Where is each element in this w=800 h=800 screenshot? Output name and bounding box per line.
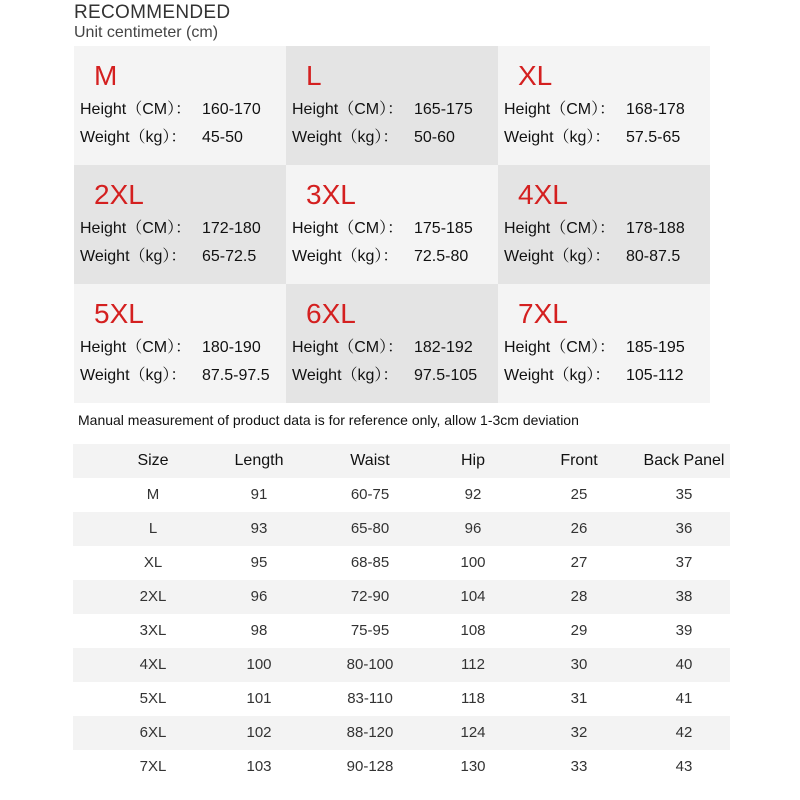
table-cell: 124 xyxy=(460,724,486,741)
size-card-6xl xyxy=(286,284,498,403)
size-card-2xl xyxy=(74,165,286,284)
table-cell: 7XL xyxy=(139,758,167,775)
table-cell: 4XL xyxy=(139,656,167,673)
table-cell: 102 xyxy=(246,724,272,741)
size-card-l xyxy=(286,46,498,165)
table-cell: 39 xyxy=(675,622,693,639)
table-cell: 80-100 xyxy=(346,656,394,673)
weight-value: 80-87.5 xyxy=(626,248,681,265)
weight-label: Weight（kg）： xyxy=(292,367,399,384)
size-label: M xyxy=(94,60,118,91)
table-cell: 27 xyxy=(570,554,588,571)
column-header: Front xyxy=(560,452,598,469)
table-cell: XL xyxy=(143,554,163,571)
weight-row xyxy=(504,362,684,385)
weight-label: Weight（kg）： xyxy=(80,129,187,146)
height-value: 185-195 xyxy=(626,339,685,356)
table-cell: 36 xyxy=(675,520,693,537)
height-value: 182-192 xyxy=(414,339,473,356)
table-row xyxy=(73,682,730,716)
table-cell: 28 xyxy=(570,588,588,605)
size-card-7xl xyxy=(498,284,710,403)
weight-label: Weight（kg）： xyxy=(292,129,399,146)
size-label: 5XL xyxy=(94,298,144,329)
table-cell: 30 xyxy=(570,656,588,673)
weight-value: 97.5-105 xyxy=(414,367,478,384)
size-card-4xl xyxy=(498,165,710,284)
height-row xyxy=(504,96,685,119)
weight-label: Weight（kg）： xyxy=(80,367,187,384)
weight-row xyxy=(80,243,256,266)
weight-value: 105-112 xyxy=(626,367,684,384)
weight-label: Weight（kg）： xyxy=(80,248,187,265)
height-label: Height（CM）： xyxy=(292,220,404,237)
table-row xyxy=(73,580,730,614)
table-cell: M xyxy=(146,486,160,503)
weight-value: 87.5-97.5 xyxy=(202,367,270,384)
table-cell: 35 xyxy=(675,486,693,503)
table-row xyxy=(73,716,730,750)
table-header xyxy=(73,444,730,478)
table-cell: 25 xyxy=(570,486,588,503)
table-cell: 92 xyxy=(464,486,482,503)
height-value: 160-170 xyxy=(202,101,261,118)
height-row xyxy=(292,96,473,119)
table-cell: 38 xyxy=(675,588,693,605)
size-label: 3XL xyxy=(306,179,356,210)
size-card-5xl xyxy=(74,284,286,403)
table-cell: 91 xyxy=(250,486,268,503)
weight-value: 50-60 xyxy=(414,129,455,146)
table-cell: 112 xyxy=(461,656,485,673)
weight-label: Weight（kg）： xyxy=(292,248,399,265)
column-header: Waist xyxy=(350,452,390,469)
height-label: Height（CM）： xyxy=(504,101,616,118)
table-cell: 83-110 xyxy=(347,690,393,707)
size-label: 6XL xyxy=(306,298,356,329)
height-row xyxy=(504,334,685,357)
table-cell: 60-75 xyxy=(350,486,390,503)
height-label: Height（CM）： xyxy=(292,101,404,118)
height-value: 180-190 xyxy=(202,339,261,356)
table-cell: 96 xyxy=(464,520,482,537)
table-cell: 5XL xyxy=(139,690,167,707)
table-cell: 40 xyxy=(675,656,693,673)
table-cell: 90-128 xyxy=(346,758,394,775)
height-value: 178-188 xyxy=(626,220,685,237)
table-cell: 42 xyxy=(675,724,693,741)
table-cell: 93 xyxy=(250,520,268,537)
table-cell: 65-80 xyxy=(350,520,390,537)
table-cell: 98 xyxy=(250,622,268,639)
size-label: L xyxy=(306,60,322,91)
height-value: 168-178 xyxy=(626,101,685,118)
recommended-size-grid xyxy=(74,46,710,404)
weight-row xyxy=(292,124,455,147)
column-header: Size xyxy=(137,452,169,469)
table-row xyxy=(73,648,730,682)
weight-row xyxy=(504,124,680,147)
height-row xyxy=(504,215,685,238)
table-cell: 96 xyxy=(250,588,268,605)
weight-value: 45-50 xyxy=(202,129,243,146)
table-cell: 31 xyxy=(570,690,588,707)
table-cell: 118 xyxy=(461,690,485,707)
table-cell: 26 xyxy=(570,520,588,537)
table-cell: 29 xyxy=(570,622,588,639)
weight-row xyxy=(80,124,243,147)
height-label: Height（CM）： xyxy=(504,220,616,237)
weight-value: 65-72.5 xyxy=(202,248,257,265)
table-cell: 75-95 xyxy=(350,622,390,639)
table-cell: 41 xyxy=(675,690,693,707)
size-card-xl xyxy=(498,46,710,165)
table-row xyxy=(73,478,730,512)
height-row xyxy=(292,334,473,357)
height-label: Height（CM）： xyxy=(80,220,192,237)
weight-label: Weight（kg）： xyxy=(504,129,611,146)
size-label: 2XL xyxy=(94,179,144,210)
weight-label: Weight（kg）： xyxy=(504,367,611,384)
height-label: Height（CM）： xyxy=(504,339,616,356)
weight-row xyxy=(292,362,477,385)
weight-row xyxy=(292,243,468,266)
weight-label: Weight（kg）： xyxy=(504,248,611,265)
table-cell: 95 xyxy=(250,554,268,571)
size-label: 4XL xyxy=(518,179,568,210)
height-value: 175-185 xyxy=(414,220,473,237)
height-row xyxy=(80,96,261,119)
height-value: 172-180 xyxy=(202,220,261,237)
page-title: RECOMMENDED xyxy=(74,2,231,23)
table-cell: 101 xyxy=(246,690,272,707)
table-cell: 104 xyxy=(460,588,486,605)
size-label: XL xyxy=(518,60,553,91)
measurement-note: Manual measurement of product data is for reference only, allow 1-3cm deviation xyxy=(78,412,579,428)
table-row xyxy=(73,512,730,546)
table-cell: 130 xyxy=(460,758,486,775)
table-row xyxy=(73,750,730,784)
table-cell: 100 xyxy=(246,656,272,673)
table-cell: 3XL xyxy=(139,622,167,639)
weight-value: 72.5-80 xyxy=(414,248,469,265)
column-header: Length xyxy=(234,452,284,469)
column-header: Back Panel xyxy=(643,452,725,469)
table-cell: 100 xyxy=(460,554,486,571)
height-value: 165-175 xyxy=(414,101,473,118)
size-label: 7XL xyxy=(518,298,568,329)
table-cell: 33 xyxy=(570,758,588,775)
height-label: Height（CM）： xyxy=(80,339,192,356)
table-row xyxy=(73,614,730,648)
height-label: Height（CM）： xyxy=(292,339,404,356)
height-row xyxy=(80,334,261,357)
table-cell: 32 xyxy=(570,724,588,741)
column-header: Hip xyxy=(460,452,486,469)
table-cell: 103 xyxy=(246,758,272,775)
height-row xyxy=(292,215,473,238)
table-cell: 68-85 xyxy=(350,554,390,571)
unit-subtitle: Unit centimeter (cm) xyxy=(74,24,219,41)
table-cell: 37 xyxy=(675,554,693,571)
table-cell: L xyxy=(148,520,158,537)
weight-row xyxy=(80,362,270,385)
table-cell: 108 xyxy=(460,622,486,639)
weight-row xyxy=(504,243,680,266)
table-cell: 72-90 xyxy=(350,588,390,605)
table-cell: 43 xyxy=(675,758,693,775)
size-card-3xl xyxy=(286,165,498,284)
weight-value: 57.5-65 xyxy=(626,129,681,146)
height-row xyxy=(80,215,261,238)
height-label: Height（CM）： xyxy=(80,101,192,118)
size-table xyxy=(73,444,730,784)
table-row xyxy=(73,546,730,580)
table-cell: 6XL xyxy=(139,724,167,741)
size-card-m xyxy=(74,46,286,165)
table-cell: 2XL xyxy=(139,588,167,605)
table-cell: 88-120 xyxy=(346,724,394,741)
